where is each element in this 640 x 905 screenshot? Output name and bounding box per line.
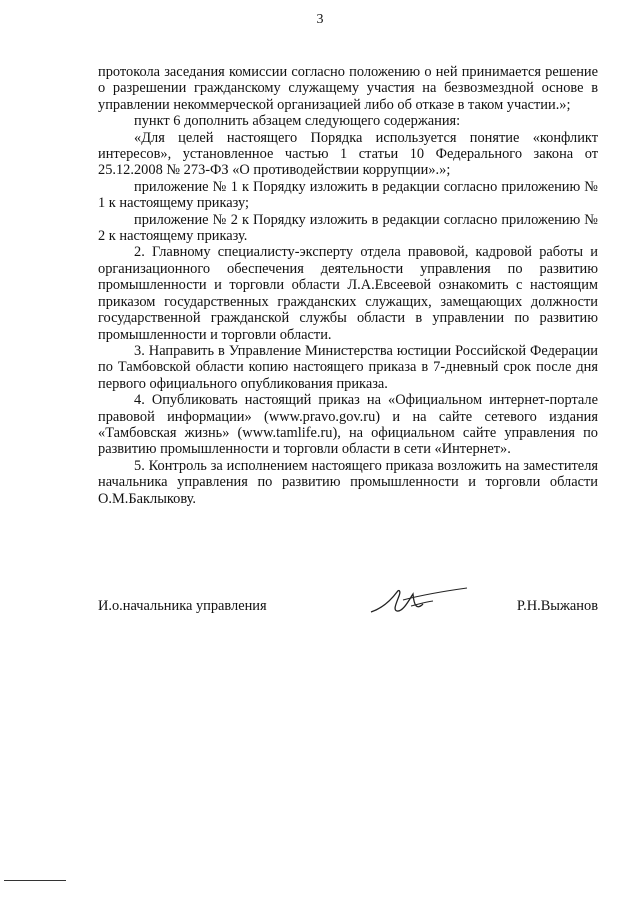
document-body xyxy=(98,64,598,507)
signatory-title: И.о.начальника управления xyxy=(98,598,267,614)
paragraph-6: 2. Главному специалисту-эксперту отдела правовой, кадровой работы и организационного обеспечения деятельности управления по развитию промышленности и торговли области Л.А.Евсеевой ознакомить с настоящим приказом государственных гражданских служащих, замещающих должности государственной гражданской службы области в управлении по развитию промышленности и торговли области. xyxy=(98,244,598,343)
paragraph-7: 3. Направить в Управление Министерства юстиции Российской Федерации по Тамбовской области копию настоящего приказа в 7-дневный срок после дня первого официального опубликования приказа. xyxy=(98,342,598,392)
paragraph-1: протокола заседания комиссии согласно положению о ней принимается решение о разрешении гражданскому служащему участия на безвозмездной основе в управлении некоммерческой организацией либо об отказе в таком участии.»; xyxy=(98,64,598,113)
paragraph-8: 4. Опубликовать настоящий приказ на «Официальном интернет-портале правовой информации» (www.pravo.gov.ru) и на сайте сетевого издания «Тамбовская жизнь» (www.tamlife.ru), на официальном сайте управления по развитию промышленности и торговли области в сети «Интернет». xyxy=(98,392,598,458)
paragraph-2: пункт 6 дополнить абзацем следующего содержания: xyxy=(134,113,461,130)
signatory-name: Р.Н.Выжанов xyxy=(516,598,598,614)
paragraph-4: приложение № 1 к Порядку изложить в редакции согласно приложению № 1 к настоящему приказу; xyxy=(98,178,598,212)
paragraph-9: 5. Контроль за исполнением настоящего приказа возложить на заместителя начальника управления по развитию промышленности и торговли области О.М.Баклыкову. xyxy=(98,457,598,507)
page-number: 3 xyxy=(316,12,324,27)
handwritten-signature-icon xyxy=(363,582,473,627)
paragraph-3: «Для целей настоящего Порядка используется понятие «конфликт интересов», установленное частью 1 статьи 10 Федерального закона от 25.12.2008 № 273-ФЗ «О противодействии коррупции».»; xyxy=(98,129,598,179)
signature-block xyxy=(98,590,598,630)
paragraph-5: приложение № 2 к Порядку изложить в редакции согласно приложению № 2 к настоящему приказу. xyxy=(98,211,598,245)
footer-divider xyxy=(4,880,66,881)
